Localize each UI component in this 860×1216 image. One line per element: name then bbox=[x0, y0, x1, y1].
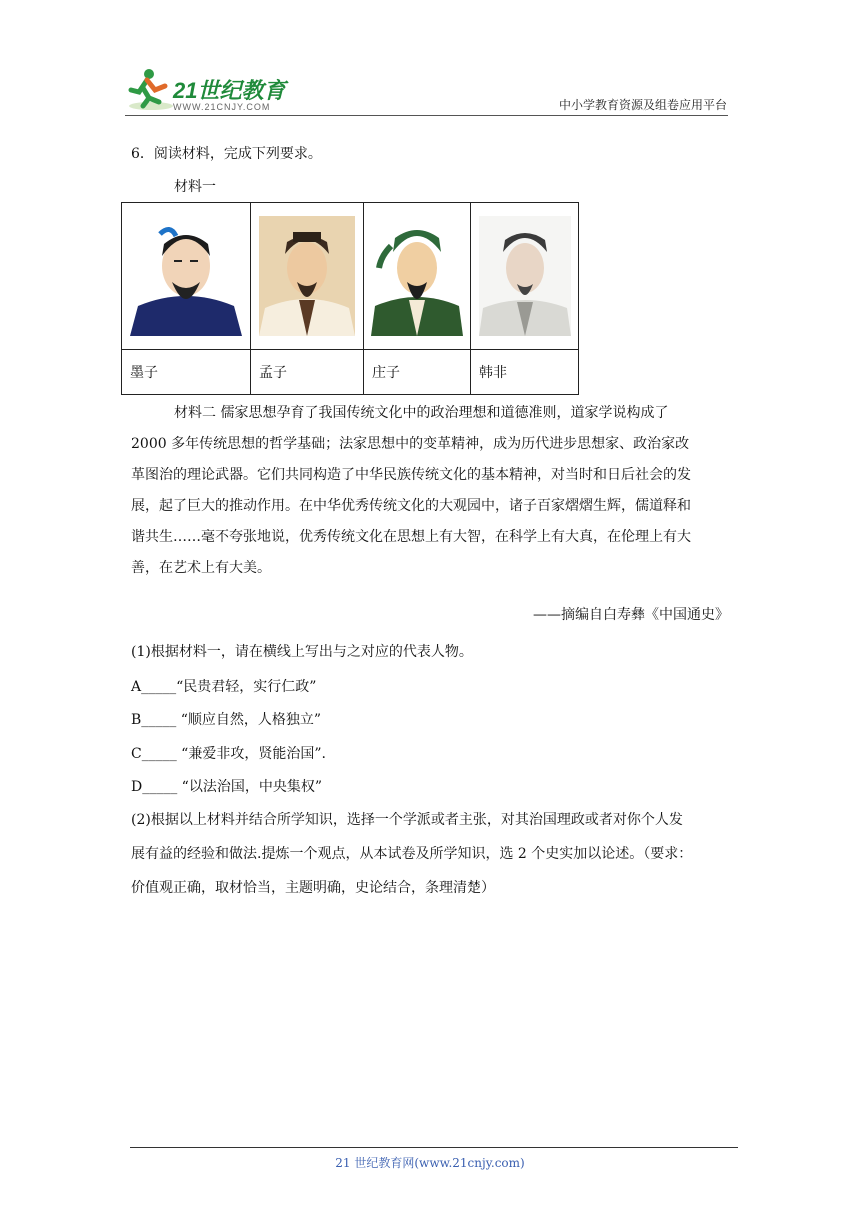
part2-line: 价值观正确，取材恰当，主题明确，史论结合，条理清楚） bbox=[131, 880, 495, 896]
portrait-cell bbox=[364, 203, 471, 350]
footer-text: 21 世纪教育网(www.21cnjy.com) bbox=[335, 1156, 525, 1170]
runner-logo-icon bbox=[125, 66, 173, 112]
hanfei-portrait-image bbox=[479, 216, 571, 336]
logo-url: WWW.21CNJY.COM bbox=[173, 102, 271, 112]
portrait-name: 韩非 bbox=[471, 350, 579, 395]
portrait-name: 庄子 bbox=[364, 350, 471, 395]
site-logo bbox=[125, 66, 295, 116]
mozi-portrait-image bbox=[130, 216, 242, 336]
portrait-name: 孟子 bbox=[251, 350, 364, 395]
header-divider bbox=[125, 115, 728, 116]
portrait-cell bbox=[471, 203, 579, 350]
mengzi-portrait-image bbox=[259, 216, 355, 336]
part2-line: (2)根据以上材料并结合所学知识，选择一个学派或者主张，对其治国理政或者对你个人发 bbox=[131, 812, 683, 828]
part2-line: 展有益的经验和做法.提炼一个观点，从本试卷及所学知识，选 2 个史实加以论述。（要求： bbox=[131, 846, 693, 862]
material1-label: 材料一 bbox=[174, 179, 216, 195]
material2-line: 2000 多年传统思想的哲学基础；法家思想中的变革精神，成为历代进步思想家、政治家改 bbox=[131, 436, 690, 452]
portrait-name: 墨子 bbox=[122, 350, 251, 395]
material2-line: 材料二 儒家思想孕育了我国传统文化中的政治理想和道德准则，道家学说构成了 bbox=[174, 405, 669, 421]
logo-text: 21世纪教育 bbox=[173, 78, 286, 103]
material2-line: 革图治的理论武器。它们共同构造了中华民族传统文化的基本精神，对当时和日后社会的发 bbox=[131, 467, 691, 483]
portrait-cell bbox=[122, 203, 251, 350]
portrait-table bbox=[121, 202, 579, 395]
footer-divider bbox=[130, 1147, 738, 1148]
zhuangzi-portrait-image bbox=[371, 216, 463, 336]
answer-option-c: C_____ “兼爱非攻，贤能治国”. bbox=[131, 746, 326, 762]
question-stem: 6．阅读材料，完成下列要求。 bbox=[131, 146, 322, 162]
material2-source: ——摘编自白寿彝《中国通史》 bbox=[533, 607, 729, 623]
part1-prompt: (1)根据材料一，请在横线上写出与之对应的代表人物。 bbox=[131, 644, 473, 660]
answer-option-d: D_____ “以法治国，中央集权” bbox=[131, 779, 322, 795]
page-header bbox=[125, 66, 727, 118]
portrait-cell bbox=[251, 203, 364, 350]
answer-option-b: B_____ “顺应自然，人格独立” bbox=[131, 712, 322, 728]
material2-line: 善，在艺术上有大美。 bbox=[131, 560, 271, 576]
answer-option-a: A_____“民贵君轻，实行仁政” bbox=[131, 679, 317, 695]
material2-line: 展，起了巨大的推动作用。在中华优秀传统文化的大观园中，诸子百家熠熠生辉，儒道释和 bbox=[131, 498, 691, 514]
material2-line: 谐共生……毫不夸张地说，优秀传统文化在思想上有大智，在科学上有大真，在伦理上有大 bbox=[131, 529, 691, 545]
platform-name: 中小学教育资源及组卷应用平台 bbox=[558, 98, 727, 112]
